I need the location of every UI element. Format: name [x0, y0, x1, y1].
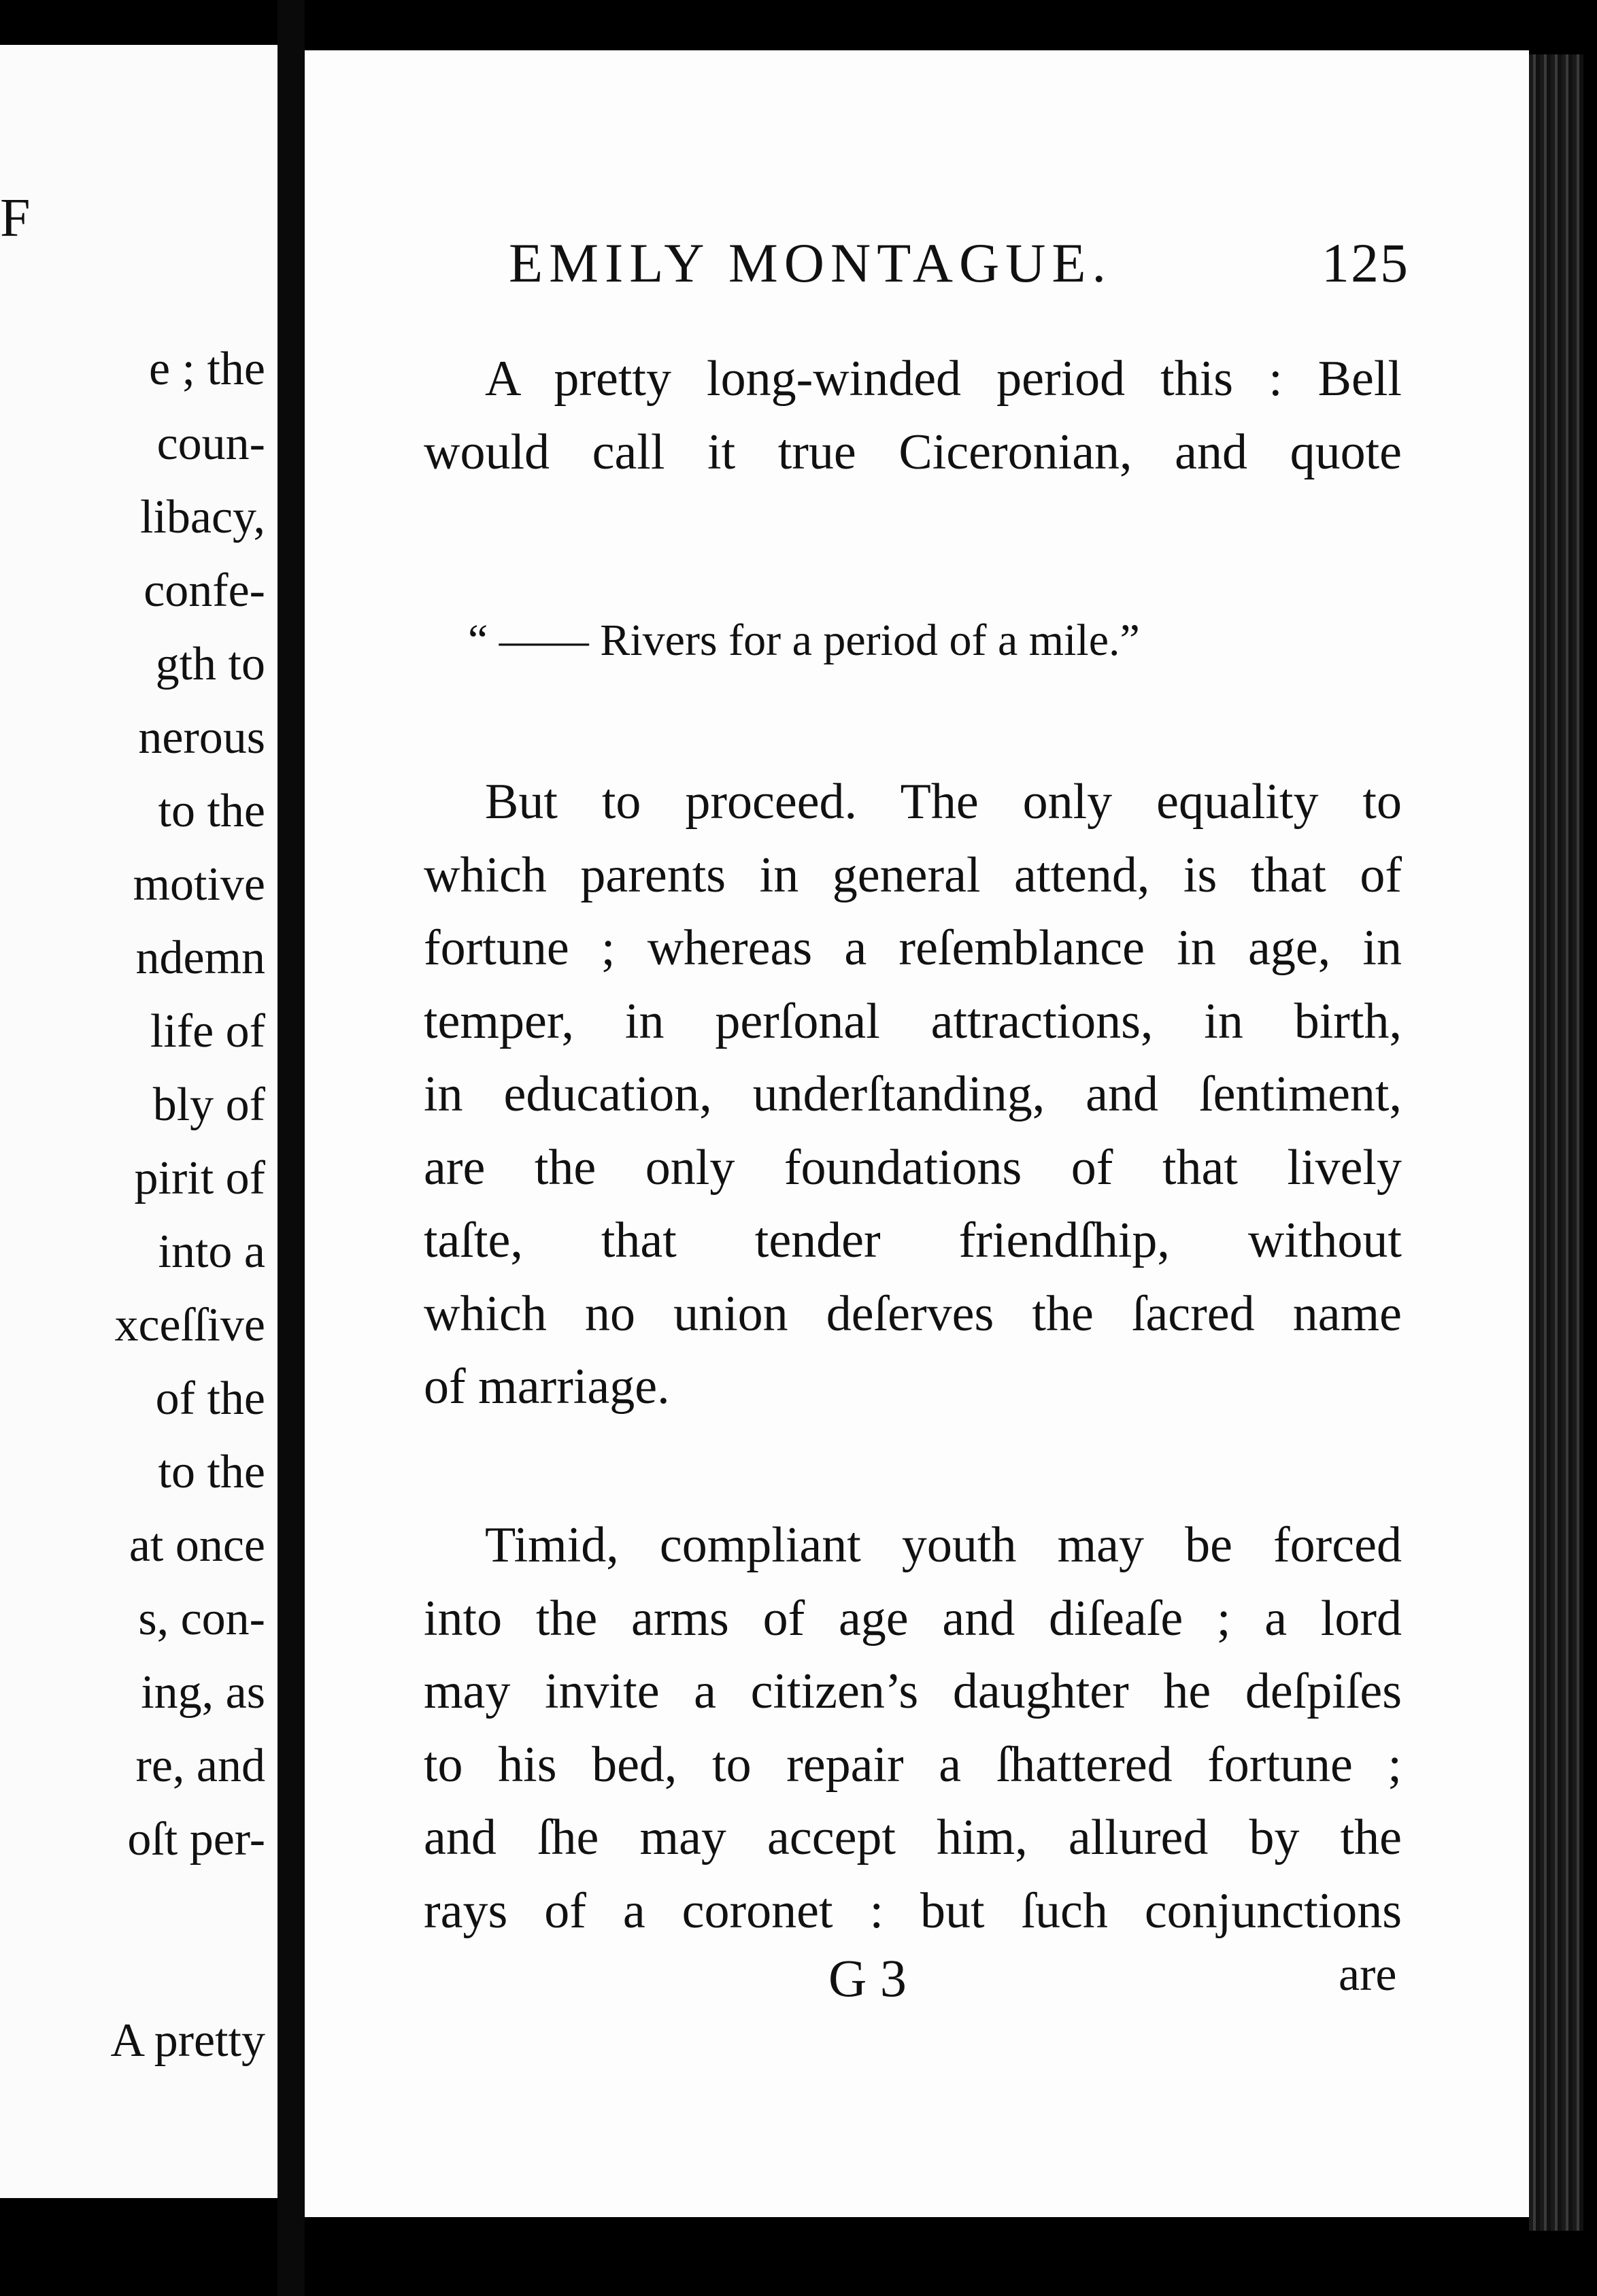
text-line: may invite a citizen’s daughter he deſpiſes	[424, 1664, 1402, 1719]
text-line: temper, in perſonal attractions, in birth,	[424, 993, 1402, 1049]
left-line: motive	[133, 858, 265, 911]
catchword: are	[1339, 1948, 1397, 2001]
text-line: A pretty long-winded period this : Bell	[485, 351, 1402, 407]
left-line: at once	[129, 1519, 265, 1572]
left-line: coun-	[156, 418, 265, 470]
left-line: oſt per-	[127, 1813, 265, 1866]
text-line: and ſhe may accept him, allured by the	[424, 1810, 1402, 1866]
left-page	[0, 45, 278, 2198]
right-page	[305, 50, 1529, 2217]
signature-mark: G 3	[828, 1948, 907, 2008]
page-number: 125	[1322, 232, 1409, 294]
left-line: nerous	[138, 711, 265, 764]
left-line: libacy,	[140, 491, 265, 543]
text-line: But to proceed. The only equality to	[485, 774, 1402, 830]
text-line: are the only foundations of that lively	[424, 1139, 1402, 1196]
text-line: fortune ; whereas a reſemblance in age, in	[424, 920, 1402, 976]
left-line: to the	[158, 785, 265, 837]
book-gutter	[278, 0, 305, 2296]
text-line: taſte, that tender friendſhip, without	[424, 1213, 1402, 1268]
text-line: rays of a coronet : but ſuch conjunctions	[424, 1883, 1402, 1939]
left-line: re, and	[135, 1740, 265, 1792]
left-line: A pretty	[110, 2014, 265, 2067]
page-edges	[1529, 54, 1583, 2231]
text-line: to his bed, to repair a ſhattered fortune ;	[424, 1736, 1402, 1793]
left-line: ing, as	[141, 1666, 265, 1719]
text-line: in education, underſtanding, and ſentiment,	[424, 1066, 1402, 1122]
paragraph-1	[424, 343, 1402, 489]
text-line: which parents in general attend, is that of	[424, 847, 1402, 903]
text-line: Timid, compliant youth may be forced	[485, 1517, 1402, 1573]
left-line: pirit of	[134, 1152, 265, 1204]
text-line: of marriage.	[424, 1359, 670, 1415]
left-line: e ; the	[148, 343, 265, 395]
left-line: of the	[155, 1372, 265, 1425]
left-line: bly of	[152, 1079, 265, 1131]
quotation-line: “ —— Rivers for a period of a mile.”	[468, 615, 1140, 665]
left-line: gth to	[155, 638, 265, 690]
left-line: xceſſive	[114, 1299, 265, 1351]
left-line: confe-	[144, 564, 265, 617]
running-head: EMILY MONTAGUE.	[509, 232, 1112, 294]
paragraph-3	[424, 1509, 1402, 1948]
paragraph-2	[424, 766, 1402, 1424]
left-line: life of	[150, 1005, 265, 1058]
text-line: which no union deſerves the ſacred name	[424, 1285, 1402, 1342]
left-page-heading: F	[0, 188, 32, 248]
left-line: ndemn	[135, 932, 265, 984]
left-line: into a	[158, 1226, 265, 1278]
text-line: into the arms of age and diſeaſe ; a lord	[424, 1590, 1402, 1647]
left-line: s, con-	[138, 1593, 265, 1645]
text-line: would call it true Ciceronian, and quote	[424, 424, 1402, 480]
left-line: to the	[158, 1446, 265, 1498]
